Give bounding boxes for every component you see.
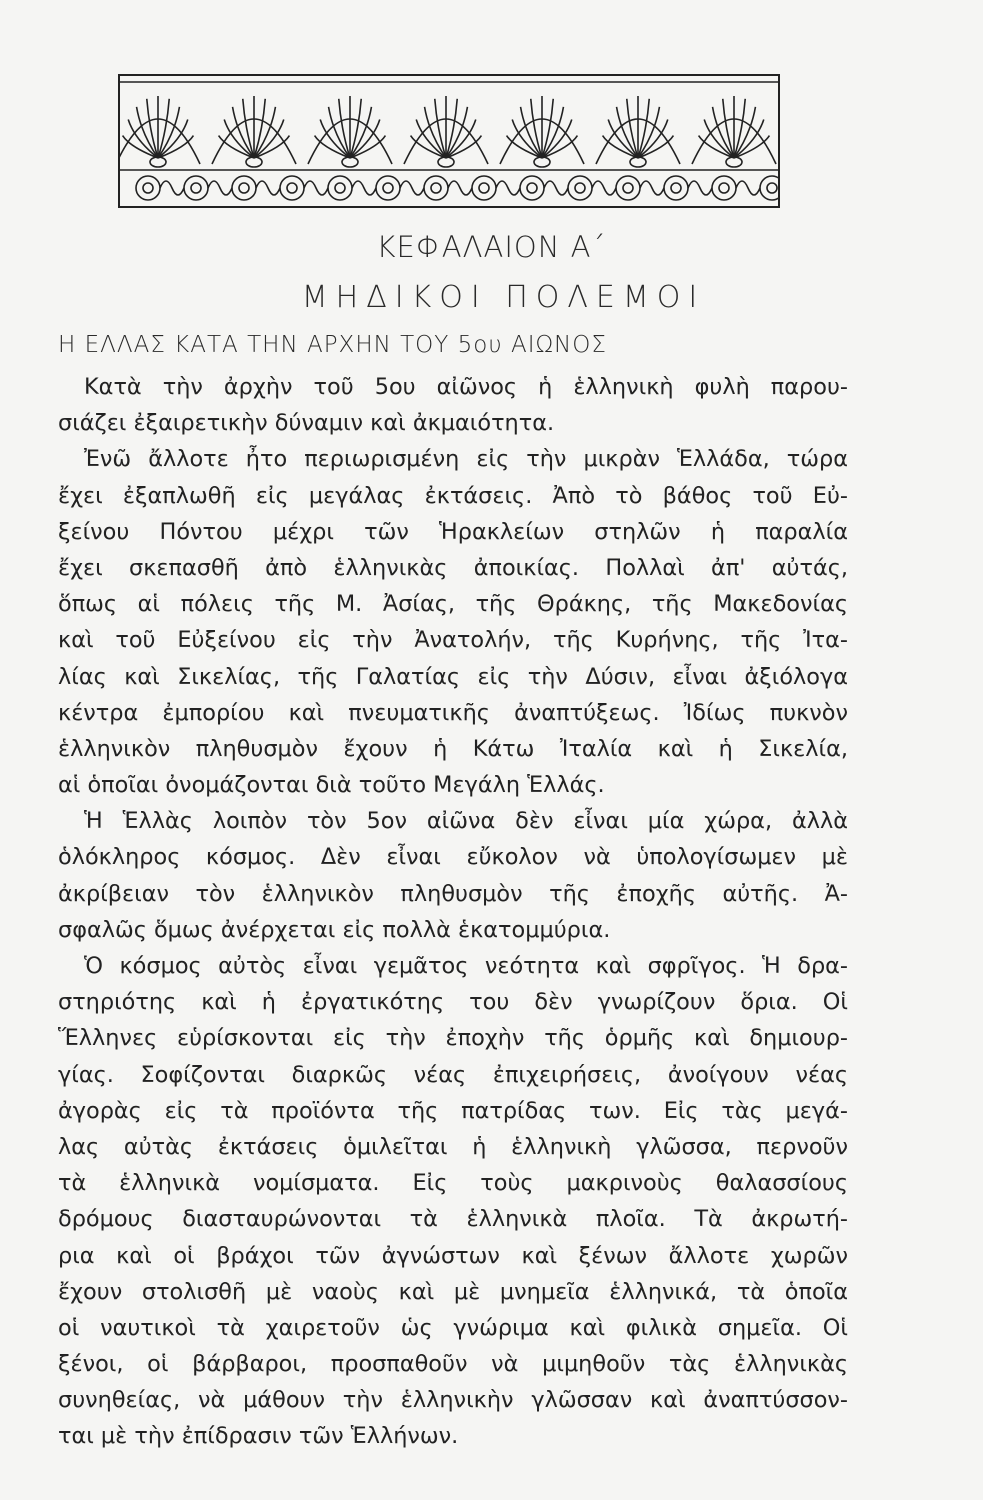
text-line: κέντρα ἐμπορίου καὶ πνευματικῆς ἀναπτύξεως. Ἰδίως πυκνὸν [58,699,848,726]
text-line: ἀγορὰς εἰς τὰ προϊόντα τῆς πατρίδας των. Εἰς τὰς μεγά- [58,1097,848,1124]
text-line: ἔχει ἐξαπλωθῆ εἰς μεγάλας ἐκτάσεις. Ἀπὸ τὸ βάθος τοῦ Εὐ- [58,482,848,509]
text-line: οἱ ναυτικοὶ τὰ χαιρετοῦν ὡς γνώριμα καὶ φιλικὰ σημεῖα. Οἱ [58,1314,848,1341]
anthemion-ornament [118,74,780,208]
text-line: δρόμους διασταυρώνονται τὰ ἑλληνικὰ πλοῖα. Τὰ ἀκρωτή- [58,1206,848,1233]
text-line: ἑλληνικὸν πληθυσμὸν ἔχουν ἡ Κάτω Ἰταλία καὶ ἡ Σικελία, [58,735,848,762]
text-line: Ἡ Ἑλλὰς λοιπὸν τὸν 5ον αἰῶνα δὲν εἶναι μία χώρα, ἀλλὰ [84,808,848,835]
paragraph [58,803,848,948]
text-line: λας αὐτὰς ἐκτάσεις ὁμιλεῖται ἡ ἑλληνικὴ γλῶσσα, περνοῦν [58,1133,848,1160]
text-line: Ἐνῶ ἄλλοτε ἦτο περιωρισμένη εἰς τὴν μικρὰν Ἑλλάδα, τώρα [84,446,848,473]
text-line: γίας. Σοφίζονται διαρκῶς νέας ἐπιχειρήσεις, ἀνοίγουν νέας [58,1061,848,1088]
paragraph [58,369,848,441]
text-line: ἔχουν στολισθῆ μὲ ναοὺς καὶ μὲ μνημεῖα ἑλληνικά, τὰ ὁποῖα [58,1278,848,1305]
text-line: ξένοι, οἱ βάρβαροι, προσπαθοῦν νὰ μιμηθοῦν τὰς ἑλληνικὰς [58,1351,848,1378]
text-line: Κατὰ τὴν ἀρχὴν τοῦ 5ου αἰῶνος ἡ ἑλληνικὴ φυλὴ παρου- [84,374,848,400]
text-line: αἱ ὁποῖαι ὀνομάζονται διὰ τοῦτο Μεγάλη Ἑλλάς. [58,772,605,799]
chapter-title: ΜΗΔΙΚΟΙ ΠΟΛΕΜΟΙ [301,280,706,315]
text-line: ξείνου Πόντου μέχρι τῶν Ἡρακλείων στηλῶν ἡ παραλία [58,518,848,545]
text-line: λίας καὶ Σικελίας, τῆς Γαλατίας εἰς τὴν Δύσιν, εἶναι ἀξιόλογα [58,663,848,690]
section-title: Η ΕΛΛΑΣ ΚΑΤΑ ΤΗΝ ΑΡΧΗΝ ΤΟΥ 5ου ΑΙΩΝΟΣ [58,332,607,358]
text-line: ἀκρίβειαν τὸν ἑλληνικὸν πληθυσμὸν τῆς ἐποχῆς αὐτῆς. Ἀ- [58,880,848,907]
text-line: ὅπως αἱ πόλεις τῆς Μ. Ἀσίας, τῆς Θράκης, τῆς Μακεδονίας [58,591,848,618]
text-line: ἔχει σκεπασθῆ ἀπὸ ἑλληνικὰς ἀποικίας. Πολλαὶ ἀπ' αὐτάς, [58,554,848,581]
text-line: σιάζει ἐξαιρετικὴν δύναμιν καὶ ἀκμαιότητα. [58,410,555,437]
text-line: τὰ ἑλληνικὰ νομίσματα. Εἰς τοὺς μακρινοὺς θαλασσίους [58,1170,848,1197]
paragraph [58,441,848,803]
text-line: σφαλῶς ὅμως ἀνέρχεται εἰς πολλὰ ἑκατομμύρια. [58,916,611,943]
text-line: Ἕλληνες εὑρίσκονται εἰς τὴν ἐποχὴν τῆς ὁρμῆς καὶ δημιουρ- [58,1025,848,1052]
text-line: ὁλόκληρος κόσμος. Δὲν εἶναι εὔκολον νὰ ὑπολογίσωμεν μὲ [58,844,848,871]
text-line: στηριότης καὶ ἡ ἐργατικότης του δὲν γνωρίζουν ὅρια. Οἱ [58,989,848,1016]
paragraph [58,948,848,1455]
text-line: καὶ τοῦ Εὐξείνου εἰς τὴν Ἀνατολήν, τῆς Κυρήνης, τῆς Ἰτα- [58,627,848,654]
text-line: ρια καὶ οἱ βράχοι τῶν ἀγνώστων καὶ ξένων ἄλλοτε χωρῶν [58,1242,848,1269]
text-line: Ὁ κόσμος αὐτὸς εἶναι γεμᾶτος νεότητα καὶ σφρῖγος. Ἡ δρα- [84,953,848,979]
text-line: ται μὲ τὴν ἐπίδρασιν τῶν Ἑλλήνων. [58,1423,459,1450]
chapter-number: ΚΕΦΑΛΑΙΟΝ Α΄ [376,230,607,264]
text-line: συνηθείας, νὰ μάθουν τὴν ἑλληνικὴν γλῶσσαν καὶ ἀναπτύσσον- [58,1387,848,1414]
body-text [58,369,848,1455]
